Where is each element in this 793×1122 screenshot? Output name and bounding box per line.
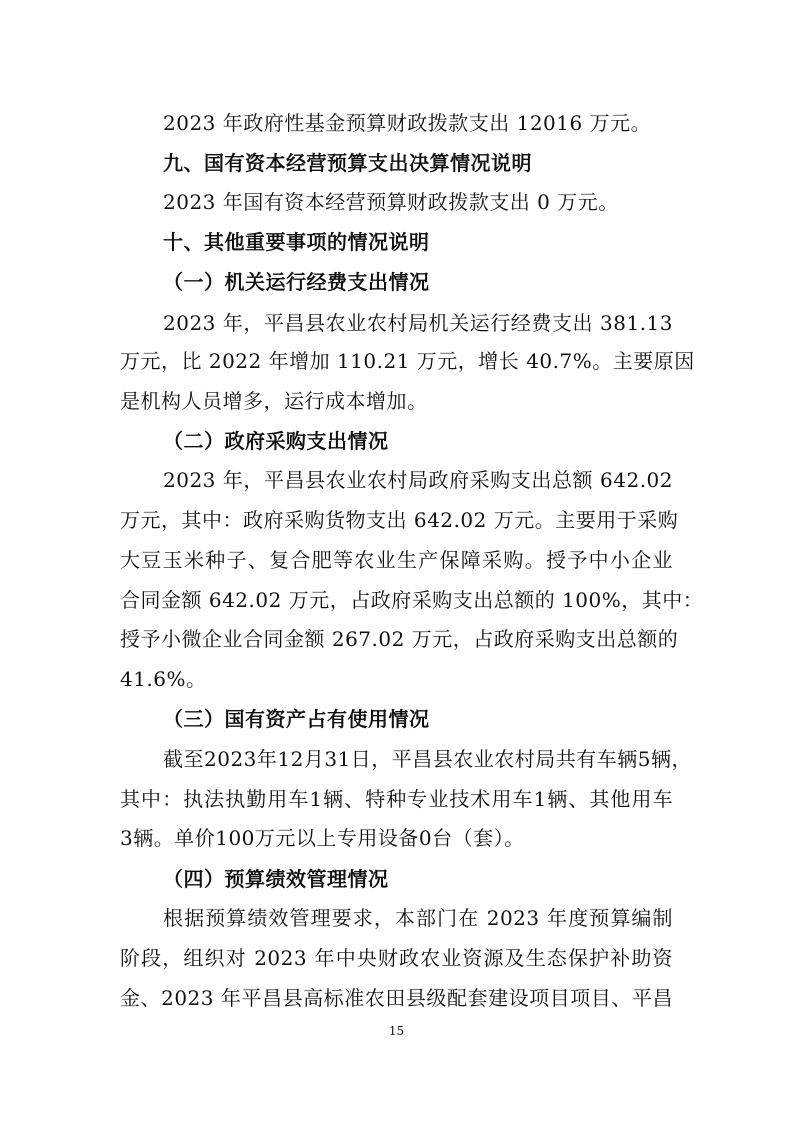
- subheading-2: （二）政府采购支出情况: [163, 429, 389, 453]
- paragraph-line: 万元，比 2022 年增加 110.21 万元，增长 40.7%。主要原因: [120, 349, 695, 373]
- paragraph-line: 金、2023 年平昌县高标准农田县级配套建设项目项目、平昌: [120, 986, 673, 1010]
- subheading-3: （三）国有资产占有使用情况: [163, 707, 430, 731]
- paragraph-line: 授予小微企业合同金额 267.02 万元，占政府采购支出总额的: [120, 627, 679, 651]
- paragraph-line: 阶段，组织对 2023 年中央财政农业资源及生态保护补助资: [120, 946, 673, 970]
- paragraph-line: 3辆。单价100万元以上专用设备0台（套）。: [120, 826, 525, 850]
- paragraph-line: 2023 年政府性基金预算财政拨款支出 12016 万元。: [163, 111, 652, 135]
- subheading-1: （一）机关运行经费支出情况: [163, 270, 430, 294]
- paragraph-line: 41.6%。: [120, 667, 207, 691]
- paragraph-line: 2023 年，平昌县农业农村局机关运行经费支出 381.13: [163, 311, 673, 335]
- paragraph-line: 2023 年，平昌县农业农村局政府采购支出总额 642.02: [163, 468, 673, 492]
- paragraph-line: 截至2023年12月31日，平昌县农业农村局共有车辆5辆，: [163, 747, 693, 771]
- page-number: 15: [388, 1024, 405, 1038]
- section-heading-10: 十、其他重要事项的情况说明: [163, 230, 430, 254]
- paragraph-line: 是机构人员增多，运行成本增加。: [120, 389, 428, 413]
- paragraph-line: 合同金额 642.02 万元，占政府采购支出总额的 100%，其中：: [120, 588, 704, 612]
- paragraph-line: 根据预算绩效管理要求，本部门在 2023 年度预算编制: [163, 906, 673, 930]
- section-heading-9: 九、国有资本经营预算支出决算情况说明: [163, 151, 532, 175]
- paragraph-line: 其中：执法执勤用车1辆、特种专业技术用车1辆、其他用车: [120, 787, 673, 811]
- paragraph-line: 2023 年国有资本经营预算财政拨款支出 0 万元。: [163, 190, 619, 214]
- paragraph-line: 万元，其中：政府采购货物支出 642.02 万元。主要用于采购: [120, 508, 679, 532]
- paragraph-line: 大豆玉米种子、复合肥等农业生产保障采购。授予中小企业: [120, 548, 673, 572]
- subheading-4: （四）预算绩效管理情况: [163, 867, 389, 891]
